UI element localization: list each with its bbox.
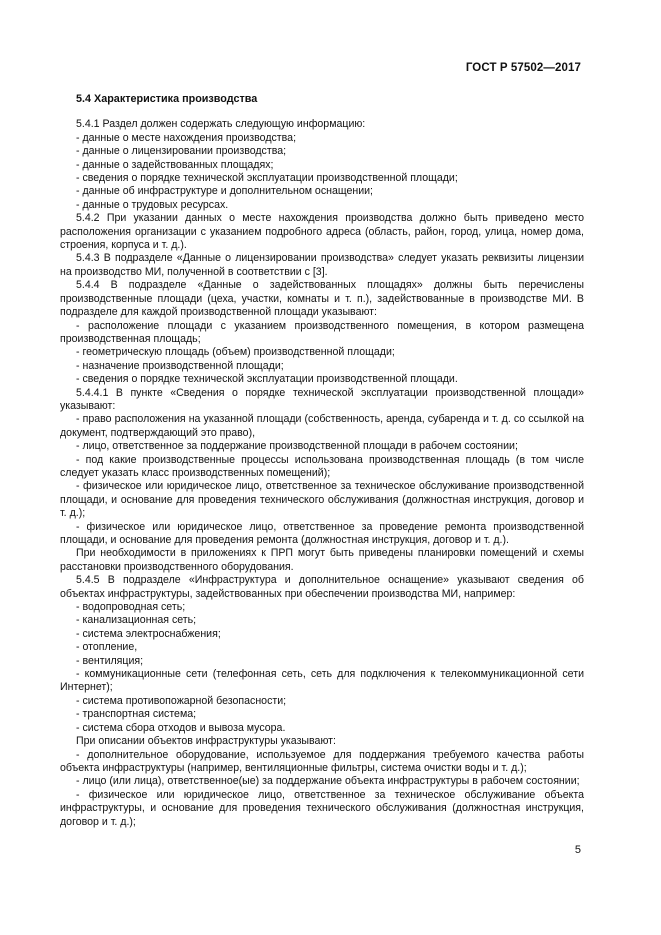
list-item: - вентиляция; [76,654,144,667]
document-code: ГОСТ Р 57502—2017 [465,62,581,74]
paragraph: 5.4.2 При указании данных о месте нахождения производства должно быть приведено место расположения организации с указанием подробного адреса (область, район, город, улица, номер дома, строения, корпуса и т. д.). [60,212,584,252]
page-number: 5 [574,844,581,856]
list-item: - назначение производственной площади; [76,359,284,372]
list-item: - система электроснабжения; [76,627,221,640]
paragraph: 5.4.5 В подразделе «Инфраструктура и дополнительное оснащение» указывают сведения об объектах инфраструктуры, задействованных при обеспечении производства МИ, например: [60,574,584,600]
list-item: - отопление, [76,641,138,654]
paragraph: 5.4.4 В подразделе «Данные о задействованных площадях» должны быть перечислены производственные площади (цеха, участки, комнаты и т. п.), задействованные в производстве МИ. В подразделе для каждой производственной площади указывают: [60,279,584,319]
list-item: - физическое или юридическое лицо, ответственное за техническое обслуживание объекта инфраструктуры, и основание для проведения технического обслуживания (должностная инструкция, договор и т. д.); [60,788,584,828]
list-item: - коммуникационные сети (телефонная сеть, сеть для подключения к телекоммуникационной сети Интернет); [60,668,584,694]
list-item: - право расположения на указанной площади (собственность, аренда, субаренда и т. д. со ссылкой на документ, подтверждающий это право), [60,413,584,439]
paragraph: 5.4.1 Раздел должен содержать следующую информацию: [76,118,366,131]
paragraph: При необходимости в приложениях к ПРП могут быть приведены планировки помещений и схемы расстановки производственного оборудования. [60,547,584,573]
list-item: - дополнительное оборудование, используемое для поддержания требуемого качества работы объекта инфраструктуры (например, вентиляционные фильтры, система очистки воды и т. д.); [60,748,584,774]
list-item: - данные о месте нахождения производства; [76,131,297,144]
list-item: - система сбора отходов и вывоза мусора. [76,721,286,734]
list-item: - данные о задействованных площадях; [76,158,274,171]
list-item: - физическое или юридическое лицо, ответственное за проведение ремонта производственной площади, и основание для проведения ремонта (должностная инструкция, договор и т. д.). [60,520,584,546]
list-item: - данные о лицензировании производства; [76,145,287,158]
list-item: - водопроводная сеть; [76,601,186,614]
list-item: - лицо (или лица), ответственное(ые) за поддержание объекта инфраструктуры в рабочем состоянии; [76,775,580,788]
paragraph-list [60,118,584,829]
list-item: - данные о трудовых ресурсах. [76,198,229,211]
document-body [60,93,584,829]
list-item: - система противопожарной безопасности; [76,694,287,707]
section-title: 5.4 Характеристика производства [76,93,258,105]
list-item: - сведения о порядке технической эксплуатации производственной площади. [76,373,458,386]
list-item: - расположение площади с указанием производственного помещения, в котором размещена производственная площадь; [60,319,584,345]
list-item: - канализационная сеть; [76,614,197,627]
list-item: - под какие производственные процессы использована производственная площадь (в том числе следует указать класс производственных помещений); [60,453,584,479]
list-item: - транспортная система; [76,708,197,721]
paragraph: 5.4.4.1 В пункте «Сведения о порядке технической эксплуатации производственной площади» указывают: [60,386,584,412]
list-item: - геометрическую площадь (объем) производственной площади; [76,346,395,359]
paragraph: При описании объектов инфраструктуры указывают: [76,735,336,748]
list-item: - физическое или юридическое лицо, ответственное за техническое обслуживание производственной площади, и основание для проведения технического обслуживания (должностная инструкция, договор и т. д.); [60,480,584,520]
paragraph: 5.4.3 В подразделе «Данные о лицензировании производства» следует указать реквизиты лицензии на производство МИ, полученной в соответствии с [3]. [60,252,584,278]
list-item: - сведения о порядке технической эксплуатации производственной площади; [76,172,458,185]
list-item: - данные об инфраструктуре и дополнительном оснащении; [76,185,373,198]
list-item: - лицо, ответственное за поддержание производственной площади в рабочем состоянии; [76,440,518,453]
